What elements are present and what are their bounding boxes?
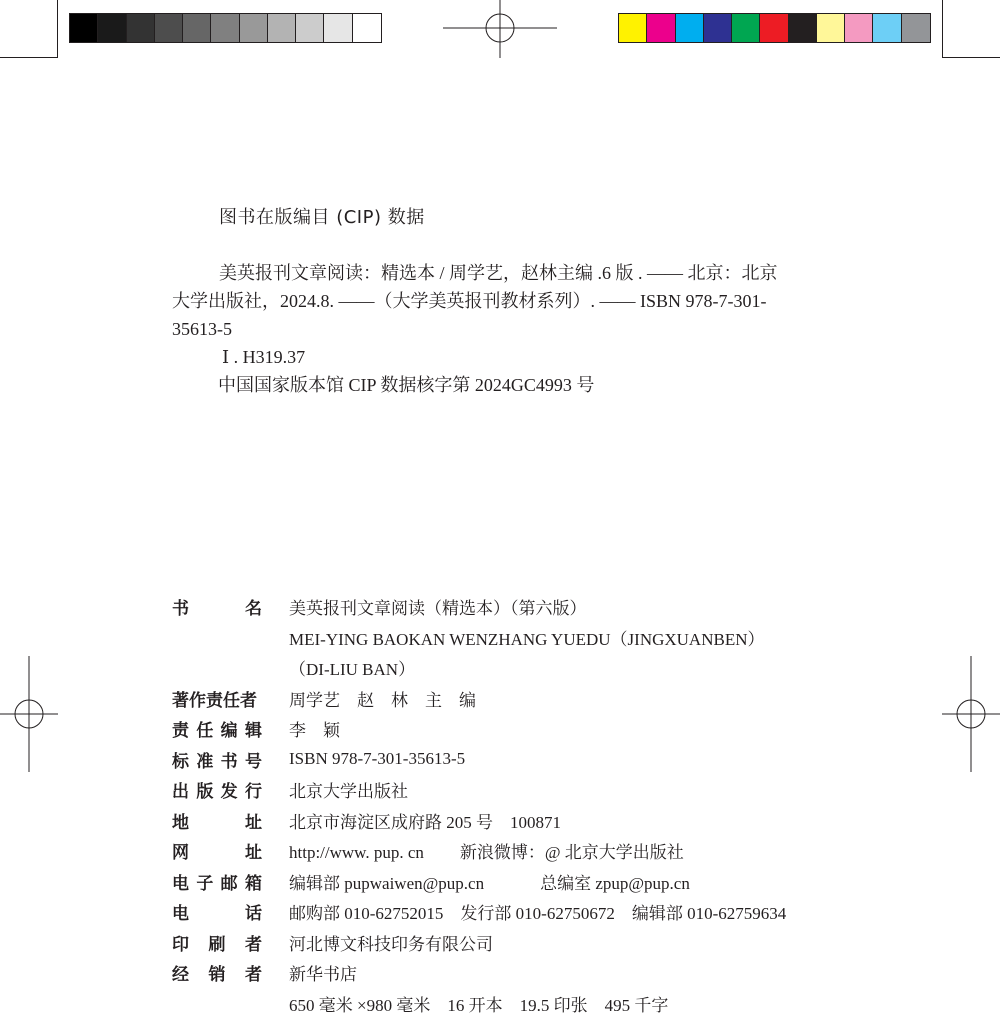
colophon-value — [289, 716, 340, 741]
color-swatch — [732, 14, 760, 42]
colophon-value — [289, 777, 408, 802]
colophon-row — [172, 989, 669, 1017]
cip-entry-line-1: 美英报刊文章阅读：精选本 / 周学艺，赵林主编 .6 版 . —— 北京：北京 — [219, 263, 778, 283]
cip-entry-line-3: 35613-5 — [172, 319, 232, 339]
colophon-label: 印 刷 者 — [172, 934, 262, 955]
colophon-row — [172, 653, 416, 681]
color-swatch — [817, 14, 845, 42]
colophon-label: 书 名 — [172, 598, 262, 619]
gray-swatch — [240, 14, 268, 42]
colophon-value-secondary: 总编室 zpup@pup.cn — [540, 873, 690, 893]
crop-mark-top-left-h — [0, 57, 58, 58]
gray-swatch — [211, 14, 239, 42]
colophon-row — [172, 958, 357, 986]
colophon-value-text: 美英报刊文章阅读（精选本）（第六版） — [289, 598, 587, 618]
crop-mark-top-right-h — [942, 57, 1000, 58]
colophon-value-text: MEI-YING BAOKAN WENZHANG YUEDU（JINGXUANBEN） — [289, 629, 765, 649]
colophon-row — [172, 867, 690, 895]
colophon-label: 出 版 发 行 — [172, 781, 262, 802]
registration-mark-right-icon — [942, 656, 1000, 772]
color-swatch — [789, 14, 817, 42]
gray-swatch — [296, 14, 324, 42]
gray-swatch — [324, 14, 352, 42]
color-calibration-bar — [618, 13, 931, 43]
colophon-value-text: 河北博文科技印务有限公司 — [289, 934, 493, 954]
cip-entry-line-2: 大学出版社，2024.8. ——（大学美英报刊教材系列）. —— ISBN 978-7-301- — [172, 291, 767, 311]
color-swatch — [676, 14, 704, 42]
colophon-label: 标 准 书 号 — [172, 751, 262, 772]
colophon-value-text: 新华书店 — [289, 964, 357, 984]
gray-swatch — [127, 14, 155, 42]
colophon-label: 经 销 者 — [172, 964, 262, 985]
gray-swatch — [183, 14, 211, 42]
colophon-value-secondary: 新浪微博：@ 北京大学出版社 — [459, 842, 684, 862]
colophon-label: 地 址 — [172, 812, 262, 833]
gray-swatch — [70, 14, 98, 42]
cip-title: 图书在版编目 (CIP) 数据 — [219, 207, 425, 228]
colophon-value — [289, 686, 476, 711]
colophon-value — [289, 808, 561, 833]
colophon-value — [289, 869, 690, 894]
colophon-row — [172, 623, 765, 651]
colophon-value — [289, 991, 668, 1016]
colophon-row — [172, 592, 587, 620]
crop-mark-top-left-v — [57, 0, 58, 58]
colophon-row — [172, 806, 561, 834]
colophon-value — [289, 625, 764, 650]
cip-record-block — [172, 259, 822, 399]
color-swatch — [873, 14, 901, 42]
colophon-value-text: 李 颖 — [289, 720, 340, 740]
colophon-label: 著作责任者 — [172, 690, 257, 711]
color-swatch — [845, 14, 873, 42]
color-swatch — [902, 14, 930, 42]
colophon-value — [289, 749, 465, 769]
colophon-value — [289, 930, 493, 955]
colophon-value-text: 编辑部 pupwaiwen@pup.cn — [289, 873, 485, 893]
color-swatch — [704, 14, 732, 42]
colophon-value-text: （DI-LIU BAN） — [289, 659, 416, 679]
colophon-label: 电 子 邮 箱 — [172, 873, 262, 894]
colophon-value-text: 北京大学出版社 — [289, 781, 408, 801]
cip-classification: Ⅰ . H319.37 — [222, 347, 306, 367]
colophon-row — [172, 714, 340, 742]
colophon-value — [289, 655, 415, 680]
colophon-value-text: 650 毫米 ×980 毫米 16 开本 19.5 印张 495 千字 — [289, 995, 669, 1015]
gray-swatch — [268, 14, 296, 42]
color-swatch — [647, 14, 675, 42]
colophon-row — [172, 897, 787, 925]
colophon-value — [289, 594, 587, 619]
colophon-row — [172, 836, 684, 864]
gray-swatch — [155, 14, 183, 42]
colophon-value-text: 北京市海淀区成府路 205 号 100871 — [289, 812, 561, 832]
colophon-row — [172, 745, 466, 773]
crop-mark-top-right-v — [942, 0, 943, 58]
colophon-value — [289, 838, 684, 863]
color-swatch — [760, 14, 788, 42]
grayscale-calibration-bar — [69, 13, 382, 43]
colophon-value — [289, 960, 357, 985]
colophon-label: 责 任 编 辑 — [172, 720, 262, 741]
colophon-value-text: http://www. pup. cn — [289, 842, 424, 862]
colophon-value — [289, 899, 786, 924]
cip-record-number: 中国国家版本馆 CIP 数据核字第 2024GC4993 号 — [218, 375, 595, 395]
colophon-value-text: 邮购部 010-62752015 发行部 010-62750672 编辑部 010-62759634 — [289, 903, 787, 923]
colophon-row — [172, 928, 493, 956]
colophon-row — [172, 684, 476, 712]
color-swatch — [619, 14, 647, 42]
colophon-label: 网 址 — [172, 842, 262, 863]
colophon-value-text: ISBN 978-7-301-35613-5 — [289, 749, 466, 768]
colophon-value-text: 周学艺 赵 林 主 编 — [289, 690, 476, 710]
gray-swatch — [353, 14, 381, 42]
registration-mark-left-icon — [0, 656, 60, 772]
registration-mark-top-icon — [443, 0, 557, 60]
gray-swatch — [98, 14, 126, 42]
colophon-label: 电 话 — [172, 903, 262, 924]
colophon-row — [172, 775, 408, 803]
